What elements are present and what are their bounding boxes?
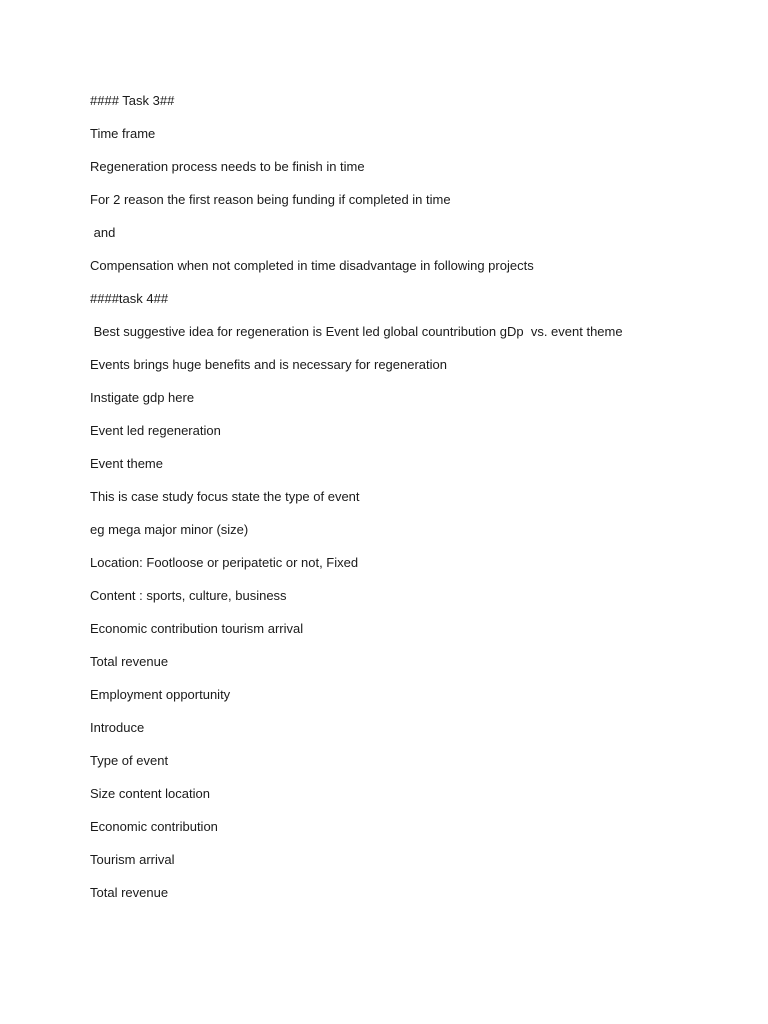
text-line: Best suggestive idea for regeneration is Event led global countribution gDp vs. event theme: [90, 324, 623, 339]
text-line: Introduce: [90, 720, 145, 735]
text-line: For 2 reason the first reason being funding if completed in time: [90, 192, 451, 207]
text-line: Location: Footloose or peripatetic or not, Fixed: [90, 555, 359, 570]
text-line: eg mega major minor (size): [90, 522, 249, 537]
text-line: Economic contribution: [90, 819, 218, 834]
text-line: Type of event: [90, 753, 169, 768]
heading-task-4: ####task 4##: [90, 291, 169, 306]
text-line: Economic contribution tourism arrival: [90, 621, 304, 636]
text-line: Tourism arrival: [90, 852, 175, 867]
document-body: [90, 92, 730, 917]
text-line: Events brings huge benefits and is necessary for regeneration: [90, 357, 447, 372]
text-line: Time frame: [90, 126, 156, 141]
text-line: Employment opportunity: [90, 687, 231, 702]
text-line: Size content location: [90, 786, 210, 801]
text-line: Event theme: [90, 456, 163, 471]
text-line: Total revenue: [90, 885, 169, 900]
text-line: Instigate gdp here: [90, 390, 195, 405]
text-line: This is case study focus state the type of event: [90, 489, 360, 504]
heading-task-3: #### Task 3##: [90, 93, 175, 108]
text-line: Event led regeneration: [90, 423, 221, 438]
text-line: Regeneration process needs to be finish in time: [90, 159, 365, 174]
text-line: Compensation when not completed in time disadvantage in following projects: [90, 258, 534, 273]
text-line: and: [90, 225, 116, 240]
text-line: Total revenue: [90, 654, 169, 669]
text-line: Content : sports, culture, business: [90, 588, 287, 603]
